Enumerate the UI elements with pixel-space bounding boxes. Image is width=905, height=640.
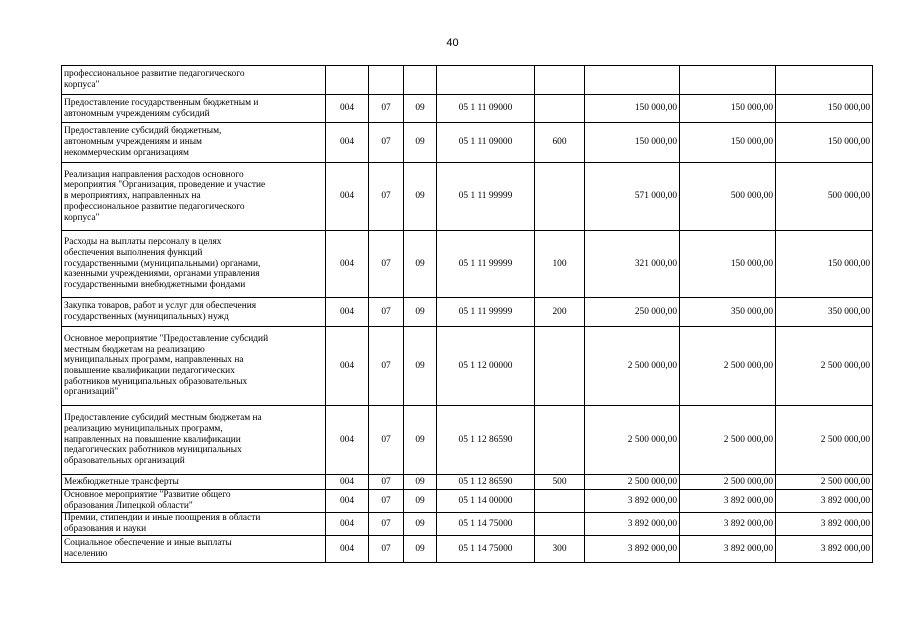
cell-amount-3: 2 500 000,00	[776, 327, 873, 406]
cell-subsection: 09	[404, 327, 437, 406]
cell-amount-1: 3 892 000,00	[585, 513, 680, 536]
cell-expense-type	[535, 490, 585, 513]
cell-section: 07	[369, 298, 404, 327]
table-row	[62, 490, 873, 513]
cell-section: 07	[369, 231, 404, 298]
cell-target-article: 05 1 11 09000	[437, 123, 535, 163]
cell-name: Расходы на выплаты персоналу в целях обеспечения выполнения функций государственными (муниципальными) органами, казенными учреждениями, органами управления государственными внебюджетными фондами	[62, 231, 326, 298]
cell-target-article: 05 1 14 75000	[437, 513, 535, 536]
cell-target-article: 05 1 12 86590	[437, 406, 535, 475]
cell-amount-3: 2 500 000,00	[776, 475, 873, 490]
cell-expense-type	[535, 95, 585, 123]
cell-target-article: 05 1 11 99999	[437, 298, 535, 327]
cell-amount-2: 150 000,00	[680, 123, 776, 163]
cell-admin-code: 004	[326, 123, 369, 163]
cell-amount-1: 2 500 000,00	[585, 406, 680, 475]
table-row	[62, 327, 873, 406]
cell-section: 07	[369, 536, 404, 563]
cell-amount-1: 150 000,00	[585, 95, 680, 123]
cell-target-article: 05 1 14 00000	[437, 490, 535, 513]
cell-target-article: 05 1 12 86590	[437, 475, 535, 490]
table-row	[62, 298, 873, 327]
cell-admin-code: 004	[326, 475, 369, 490]
cell-section	[369, 66, 404, 95]
cell-amount-1: 3 892 000,00	[585, 490, 680, 513]
cell-name: Закупка товаров, работ и услуг для обеспечения государственных (муниципальных) нужд	[62, 298, 326, 327]
cell-name: Социальное обеспечение и иные выплаты населению	[62, 536, 326, 563]
cell-amount-2: 3 892 000,00	[680, 536, 776, 563]
cell-name: Реализация направления расходов основного мероприятия "Организация, проведение и участие в мероприятиях, направленных на профессиональное развитие педагогического корпуса"	[62, 163, 326, 231]
cell-section: 07	[369, 490, 404, 513]
cell-name: Предоставление государственным бюджетным и автономным учреждениям субсидий	[62, 95, 326, 123]
cell-section: 07	[369, 163, 404, 231]
cell-amount-3: 2 500 000,00	[776, 406, 873, 475]
page-number: 40	[446, 37, 459, 49]
cell-admin-code: 004	[326, 536, 369, 563]
cell-amount-2: 350 000,00	[680, 298, 776, 327]
table-row	[62, 513, 873, 536]
cell-name: Предоставление субсидий бюджетным, автономным учреждениям и иным некоммерческим организациям	[62, 123, 326, 163]
table-row	[62, 95, 873, 123]
cell-amount-1: 3 892 000,00	[585, 536, 680, 563]
cell-admin-code	[326, 66, 369, 95]
cell-amount-3: 150 000,00	[776, 231, 873, 298]
cell-subsection: 09	[404, 163, 437, 231]
cell-section: 07	[369, 95, 404, 123]
cell-amount-2: 2 500 000,00	[680, 327, 776, 406]
table-body	[62, 66, 873, 563]
cell-subsection: 09	[404, 123, 437, 163]
budget-table	[61, 65, 873, 563]
cell-admin-code: 004	[326, 298, 369, 327]
cell-admin-code: 004	[326, 95, 369, 123]
cell-target-article: 05 1 12 00000	[437, 327, 535, 406]
cell-amount-3: 3 892 000,00	[776, 513, 873, 536]
cell-amount-2: 3 892 000,00	[680, 490, 776, 513]
cell-amount-1: 150 000,00	[585, 123, 680, 163]
cell-name: Предоставление субсидий местным бюджетам на реализацию муниципальных программ, направленных на повышение квалификации педагогических работников муниципальных образовательных организаций	[62, 406, 326, 475]
cell-subsection: 09	[404, 231, 437, 298]
cell-amount-3: 150 000,00	[776, 95, 873, 123]
cell-name: Основное мероприятие "Развитие общего образования Липецкой области"	[62, 490, 326, 513]
cell-amount-2: 500 000,00	[680, 163, 776, 231]
cell-name: Межбюджетные трансферты	[62, 475, 326, 490]
cell-target-article: 05 1 11 99999	[437, 163, 535, 231]
cell-admin-code: 004	[326, 163, 369, 231]
cell-amount-1: 250 000,00	[585, 298, 680, 327]
cell-subsection: 09	[404, 536, 437, 563]
cell-amount-2: 3 892 000,00	[680, 513, 776, 536]
cell-expense-type: 500	[535, 475, 585, 490]
cell-section: 07	[369, 406, 404, 475]
cell-admin-code: 004	[326, 327, 369, 406]
cell-amount-2: 150 000,00	[680, 231, 776, 298]
cell-admin-code: 004	[326, 513, 369, 536]
cell-expense-type: 100	[535, 231, 585, 298]
cell-amount-2: 2 500 000,00	[680, 475, 776, 490]
cell-expense-type	[535, 513, 585, 536]
cell-section: 07	[369, 327, 404, 406]
cell-expense-type: 300	[535, 536, 585, 563]
cell-section: 07	[369, 475, 404, 490]
cell-admin-code: 004	[326, 231, 369, 298]
cell-subsection: 09	[404, 95, 437, 123]
cell-amount-1: 2 500 000,00	[585, 327, 680, 406]
table-row	[62, 536, 873, 563]
cell-expense-type: 200	[535, 298, 585, 327]
cell-expense-type	[535, 66, 585, 95]
table-row	[62, 123, 873, 163]
cell-expense-type	[535, 327, 585, 406]
table-row	[62, 406, 873, 475]
cell-subsection: 09	[404, 406, 437, 475]
cell-target-article	[437, 66, 535, 95]
cell-amount-3: 3 892 000,00	[776, 536, 873, 563]
cell-subsection: 09	[404, 490, 437, 513]
cell-amount-1: 2 500 000,00	[585, 475, 680, 490]
cell-admin-code: 004	[326, 406, 369, 475]
cell-amount-2: 150 000,00	[680, 95, 776, 123]
table-row	[62, 66, 873, 95]
cell-target-article: 05 1 11 99999	[437, 231, 535, 298]
cell-amount-3: 3 892 000,00	[776, 490, 873, 513]
cell-subsection: 09	[404, 298, 437, 327]
cell-amount-1	[585, 66, 680, 95]
table-row	[62, 163, 873, 231]
cell-amount-3: 150 000,00	[776, 123, 873, 163]
cell-target-article: 05 1 14 75000	[437, 536, 535, 563]
cell-name: профессиональное развитие педагогического корпуса"	[62, 66, 326, 95]
cell-subsection	[404, 66, 437, 95]
cell-amount-3	[776, 66, 873, 95]
cell-subsection: 09	[404, 475, 437, 490]
cell-amount-1: 571 000,00	[585, 163, 680, 231]
cell-section: 07	[369, 123, 404, 163]
cell-amount-2	[680, 66, 776, 95]
table-row	[62, 475, 873, 490]
cell-amount-1: 321 000,00	[585, 231, 680, 298]
cell-amount-3: 350 000,00	[776, 298, 873, 327]
cell-subsection: 09	[404, 513, 437, 536]
cell-amount-2: 2 500 000,00	[680, 406, 776, 475]
cell-admin-code: 004	[326, 490, 369, 513]
cell-expense-type: 600	[535, 123, 585, 163]
cell-amount-3: 500 000,00	[776, 163, 873, 231]
cell-target-article: 05 1 11 09000	[437, 95, 535, 123]
cell-name: Премии, стипендии и иные поощрения в области образования и науки	[62, 513, 326, 536]
table-row	[62, 231, 873, 298]
cell-expense-type	[535, 406, 585, 475]
cell-name: Основное мероприятие "Предоставление субсидий местным бюджетам на реализацию муниципальных программ, направленных на повышение квалификации педагогических работников муниципальных образовательных организаций"	[62, 327, 326, 406]
cell-expense-type	[535, 163, 585, 231]
cell-section: 07	[369, 513, 404, 536]
